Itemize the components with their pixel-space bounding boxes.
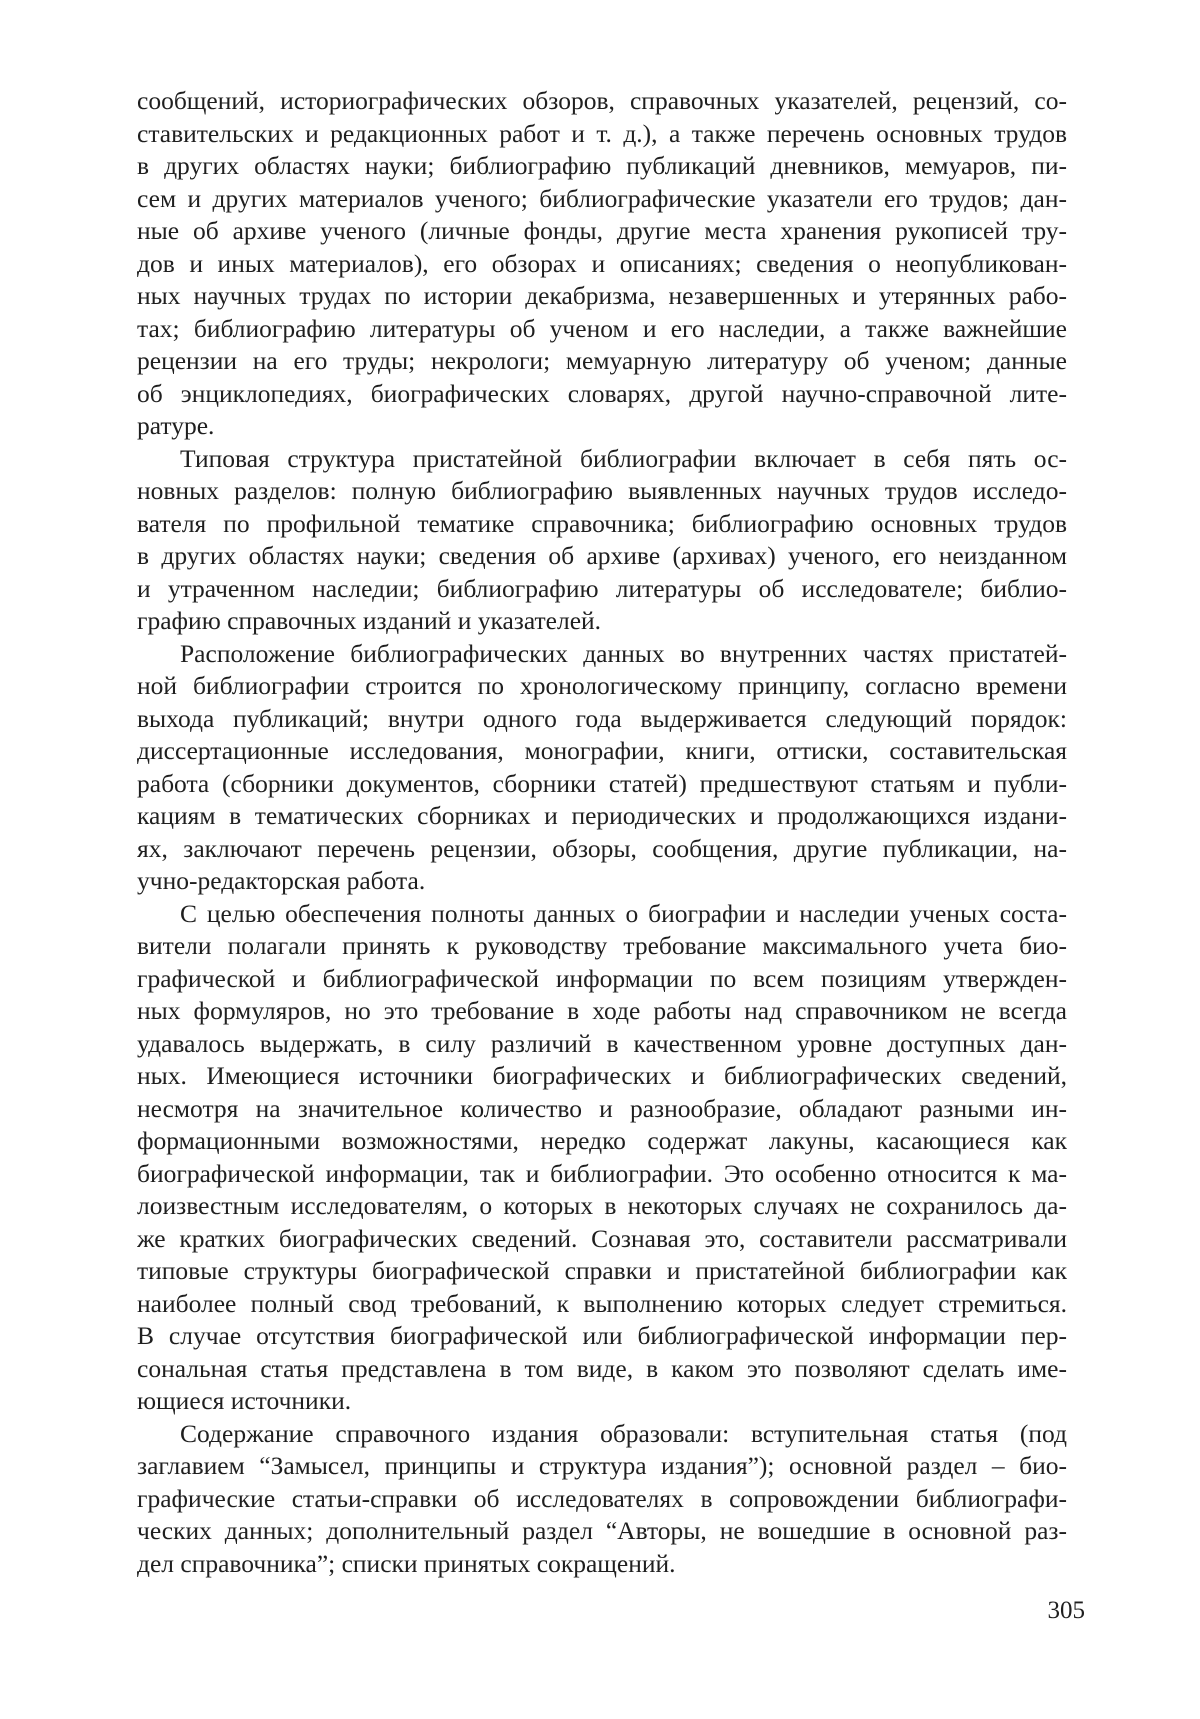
text-line: типовые структуры биографической справки и пристатейной библиографии как: [137, 1256, 1067, 1285]
text-line: сем и других материалов ученого; библиографические указатели его трудов; дан-: [137, 183, 1067, 213]
text-block: [137, 85, 1067, 1580]
text-line: об энциклопедиях, биографических словарях, другой научно-справочной лите-: [137, 378, 1067, 408]
text-line: удавалось выдержать, в силу различий в качественном уровне доступных дан-: [137, 1028, 1067, 1058]
text-line: же кратких биографических сведений. Сознавая это, составители рассматривали: [137, 1223, 1067, 1253]
page-number: 305: [1047, 1597, 1085, 1624]
text-line: вателя по профильной тематике справочника; библиографию основных трудов: [137, 508, 1067, 538]
text-line: ратуре.: [137, 411, 215, 440]
text-line: рецензии на его труды; некрологи; мемуарную литературу об ученом; данные: [137, 346, 1067, 375]
paragraph: [137, 898, 1067, 1418]
text-line: дов и иных материалов), его обзорах и описаниях; сведения о неопубликован-: [137, 248, 1067, 278]
text-line: заглавием “Замысел, принципы и структура издания”); основной раздел – био-: [137, 1451, 1067, 1480]
text-line: выхода публикаций; внутри одного года выдерживается следующий порядок:: [137, 703, 1067, 733]
text-line: тах; библиографию литературы об ученом и его наследии, а также важнейшие: [137, 313, 1067, 343]
text-line: в других областях науки; библиографию публикаций дневников, мемуаров, пи-: [137, 151, 1067, 180]
text-line: дел справочника”; списки принятых сокращений.: [137, 1548, 676, 1578]
text-line: ных научных трудах по истории декабризма, незавершенных и утерянных рабо-: [137, 281, 1067, 310]
paragraph: [137, 1418, 1067, 1581]
text-line: Содержание справочного издания образовали: вступительная статья (под: [180, 1418, 1067, 1448]
text-line: учно-редакторская работа.: [137, 866, 426, 895]
text-line: графические статьи-справки об исследователях в сопровождении библиографи-: [137, 1483, 1067, 1513]
text-line: ях, заключают перечень рецензии, обзоры, сообщения, другие публикации, на-: [137, 833, 1067, 863]
text-line: ческих данных; дополнительный раздел “Авторы, не вошедшие в основной раз-: [137, 1516, 1067, 1545]
text-line: кациям в тематических сборниках и периодических и продолжающихся издани-: [137, 801, 1067, 830]
text-line: ющиеся источники.: [137, 1386, 352, 1415]
paragraph: [137, 638, 1067, 898]
text-line: в других областях науки; сведения об архиве (архивах) ученого, его неизданном: [137, 541, 1067, 570]
text-line: графию справочных изданий и указателей.: [137, 606, 602, 635]
text-line: новных разделов: полную библиографию выявленных научных трудов исследо-: [137, 476, 1067, 505]
text-line: сообщений, историографических обзоров, справочных указателей, рецензий, со-: [137, 86, 1067, 115]
text-line: ной библиографии строится по хронологическому принципу, согласно времени: [137, 671, 1067, 700]
text-line: С целью обеспечения полноты данных о биографии и наследии ученых соста-: [180, 898, 1067, 928]
text-line: наиболее полный свод требований, к выполнению которых следует стремиться.: [137, 1288, 1067, 1318]
text-line: графической и библиографической информации по всем позициям утвержден-: [137, 963, 1067, 993]
paragraph: [137, 443, 1067, 638]
text-line: Типовая структура пристатейной библиографии включает в себя пять ос-: [180, 443, 1067, 473]
text-line: формационными возможностями, нередко содержат лакуны, касающиеся как: [137, 1126, 1067, 1155]
text-line: ставительских и редакционных работ и т. д.), а также перечень основных трудов: [137, 118, 1067, 148]
paragraph: [137, 85, 1067, 443]
text-line: В случае отсутствия биографической или библиографической информации пер-: [137, 1321, 1067, 1350]
text-line: биографической информации, так и библиографии. Это особенно относится к ма-: [137, 1158, 1067, 1188]
text-line: лоизвестным исследователям, о которых в некоторых случаях не сохранилось да-: [137, 1191, 1067, 1220]
text-line: и утраченном наследии; библиографию литературы об исследователе; библио-: [137, 573, 1067, 603]
text-line: диссертационные исследования, монографии, книги, оттиски, составительская: [137, 736, 1067, 765]
text-line: Расположение библиографических данных во внутренних частях пристатей-: [180, 638, 1067, 668]
text-line: ные об архиве ученого (личные фонды, другие места хранения рукописей тру-: [137, 216, 1067, 245]
text-line: ных формуляров, но это требование в ходе работы над справочником не всегда: [137, 996, 1067, 1025]
text-line: вители полагали принять к руководству требование максимального учета био-: [137, 931, 1067, 960]
text-line: работа (сборники документов, сборники статей) предшествуют статьям и публи-: [137, 768, 1067, 798]
text-line: несмотря на значительное количество и разнообразие, обладают разными ин-: [137, 1093, 1067, 1123]
text-line: сональная статья представлена в том виде, в каком это позволяют сделать име-: [137, 1353, 1067, 1383]
text-line: ных. Имеющиеся источники биографических и библиографических сведений,: [137, 1061, 1067, 1090]
